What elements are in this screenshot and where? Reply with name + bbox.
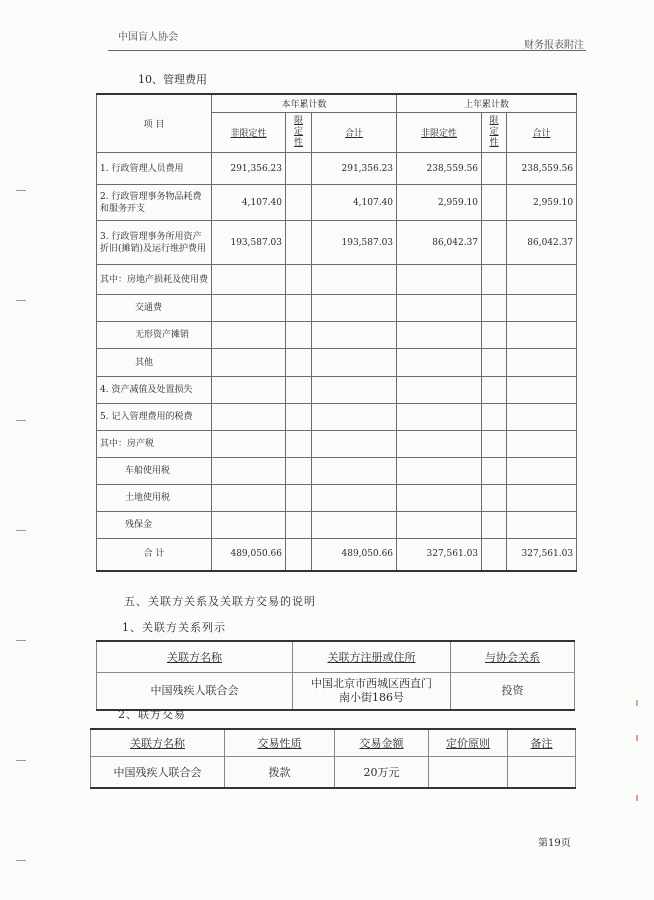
- trade-nature: 拨款: [225, 757, 335, 789]
- trade-amount: 20万元: [335, 757, 429, 789]
- cell-value: [397, 485, 482, 512]
- cell-value: [507, 431, 577, 458]
- table-row: [97, 377, 577, 404]
- cell-value: [286, 539, 312, 571]
- scan-mark: [16, 190, 26, 191]
- table-row: [97, 512, 577, 539]
- cell-value: [312, 265, 397, 295]
- row-label: 其中：房地产损耗及使用费: [97, 265, 212, 295]
- cell-value: [212, 512, 286, 539]
- cell-value: [482, 512, 507, 539]
- cell-value: [482, 322, 507, 349]
- trade-pricing: [429, 757, 508, 789]
- party-name-header: 关联方名称: [97, 641, 293, 673]
- cur-restricted-header: 限定性: [286, 113, 312, 153]
- cell-value: [482, 377, 507, 404]
- table-row: [97, 322, 577, 349]
- cell-value: 489,050.66: [212, 539, 286, 571]
- cell-value: [286, 349, 312, 377]
- cell-value: [397, 458, 482, 485]
- table-row: [97, 295, 577, 322]
- cell-value: [212, 404, 286, 431]
- scan-mark: [16, 640, 26, 641]
- table-row: [97, 404, 577, 431]
- row-label: 3. 行政管理事务所用资产折旧(摊销)及运行维护费用: [97, 221, 212, 265]
- cell-value: [397, 295, 482, 322]
- cell-value: 86,042.37: [507, 221, 577, 265]
- prev-total-header: 合计: [507, 113, 577, 153]
- row-label: 5. 记入管理费用的税费: [97, 404, 212, 431]
- table-row: [91, 757, 576, 789]
- cell-value: [397, 512, 482, 539]
- page-number: 第19页: [538, 838, 571, 849]
- row-label: 其他: [97, 349, 212, 377]
- row-label: 1. 行政管理人员费用: [97, 153, 212, 185]
- cell-value: [212, 322, 286, 349]
- cell-value: [482, 221, 507, 265]
- cell-value: 193,587.03: [312, 221, 397, 265]
- cell-value: 193,587.03: [212, 221, 286, 265]
- cell-value: [286, 377, 312, 404]
- cell-value: [212, 295, 286, 322]
- cell-value: [482, 349, 507, 377]
- cell-value: [312, 322, 397, 349]
- cell-value: [286, 185, 312, 221]
- cell-value: [312, 349, 397, 377]
- cell-value: [286, 431, 312, 458]
- trade-remark: [508, 757, 576, 789]
- trade-nature-header: 交易性质: [225, 729, 335, 757]
- cell-value: [286, 458, 312, 485]
- cell-value: [286, 322, 312, 349]
- party-address-line: 中国北京市西城区西直门: [311, 677, 432, 690]
- header-doc-title: 财务报表附注: [524, 40, 584, 51]
- cell-value: 2,959.10: [507, 185, 577, 221]
- table-header-row: [97, 641, 575, 673]
- admin-expense-table: [96, 93, 577, 572]
- cell-value: [507, 485, 577, 512]
- cell-value: [482, 485, 507, 512]
- cell-value: [312, 404, 397, 431]
- related-party-table: [96, 640, 575, 711]
- cell-value: [482, 404, 507, 431]
- header-org-name: 中国盲人协会: [118, 32, 178, 43]
- scan-mark: [16, 300, 26, 301]
- cell-value: [212, 458, 286, 485]
- party-relation: 投资: [451, 673, 575, 711]
- cell-value: [312, 512, 397, 539]
- cell-value: [482, 185, 507, 221]
- cell-value: 489,050.66: [312, 539, 397, 571]
- section-5-title: 五、关联方关系及关联方交易的说明: [124, 595, 316, 608]
- cell-value: [312, 485, 397, 512]
- cell-value: [312, 377, 397, 404]
- cell-value: [507, 265, 577, 295]
- row-label: 车船使用税: [97, 458, 212, 485]
- cell-value: 291,356.23: [312, 153, 397, 185]
- table-row: [97, 153, 577, 185]
- scan-mark: [16, 420, 26, 421]
- col-previous-header: 上年累计数: [397, 94, 577, 113]
- cell-value: 2,959.10: [397, 185, 482, 221]
- cell-value: [286, 221, 312, 265]
- party-address-header: 关联方注册或住所: [293, 641, 451, 673]
- cur-total-header: 合计: [312, 113, 397, 153]
- row-label: 4. 资产减值及处置损失: [97, 377, 212, 404]
- cell-value: 86,042.37: [397, 221, 482, 265]
- table-row: [97, 265, 577, 295]
- cell-value: [286, 512, 312, 539]
- cell-value: [507, 349, 577, 377]
- cell-value: [482, 458, 507, 485]
- scan-mark: [636, 735, 638, 741]
- cell-value: [397, 431, 482, 458]
- cell-value: [397, 349, 482, 377]
- row-label: 无形资产摊销: [97, 322, 212, 349]
- party-address: [293, 673, 451, 711]
- section-10-title: 10、管理费用: [138, 73, 207, 86]
- cell-value: [482, 153, 507, 185]
- cell-value: [397, 404, 482, 431]
- table-header-row: [91, 729, 576, 757]
- cell-value: 291,356.23: [212, 153, 286, 185]
- cell-value: 238,559.56: [507, 153, 577, 185]
- cell-value: [212, 377, 286, 404]
- cell-value: [212, 431, 286, 458]
- cell-value: [482, 431, 507, 458]
- cell-value: [312, 458, 397, 485]
- scan-mark: [636, 795, 638, 801]
- cell-value: 4,107.40: [212, 185, 286, 221]
- table-row: [97, 458, 577, 485]
- cell-value: [286, 485, 312, 512]
- cell-value: [397, 265, 482, 295]
- row-label: 其中：房产税: [97, 431, 212, 458]
- table-row: [97, 485, 577, 512]
- related-trade-table: [90, 728, 576, 789]
- prev-restricted-header: 限定性: [482, 113, 507, 153]
- related-party-list-title: 1、关联方关系列示: [122, 621, 226, 634]
- trade-party-header: 关联方名称: [91, 729, 225, 757]
- cell-value: [507, 458, 577, 485]
- col-item-header: 项 目: [97, 94, 212, 153]
- cell-value: [507, 377, 577, 404]
- cell-value: [397, 377, 482, 404]
- cell-value: [212, 485, 286, 512]
- party-relation-header: 与协会关系: [451, 641, 575, 673]
- table-total-row: [97, 539, 577, 571]
- prev-unrestricted-header: 非限定性: [397, 113, 482, 153]
- cell-value: [482, 539, 507, 571]
- cell-value: [397, 322, 482, 349]
- cell-value: [482, 295, 507, 322]
- cell-value: [507, 322, 577, 349]
- related-trade-title: 2、联方交易: [118, 708, 186, 721]
- total-label: 合 计: [97, 539, 212, 571]
- cell-value: [312, 295, 397, 322]
- header-divider: [108, 50, 586, 51]
- row-label: 残保金: [97, 512, 212, 539]
- trade-pricing-header: 定价原则: [429, 729, 508, 757]
- trade-remark-header: 备注: [508, 729, 576, 757]
- cell-value: [286, 404, 312, 431]
- scan-mark: [16, 530, 26, 531]
- scan-mark: [16, 860, 26, 861]
- table-row: [97, 431, 577, 458]
- party-name: 中国残疾人联合会: [97, 673, 293, 711]
- cell-value: [212, 265, 286, 295]
- row-label: 交通费: [97, 295, 212, 322]
- row-label: 土地使用税: [97, 485, 212, 512]
- cell-value: [507, 512, 577, 539]
- cell-value: [286, 265, 312, 295]
- table-row: [97, 221, 577, 265]
- scan-mark: [636, 700, 638, 706]
- cell-value: [286, 295, 312, 322]
- table-row: [97, 185, 577, 221]
- cell-value: [312, 431, 397, 458]
- table-row: [97, 673, 575, 711]
- cell-value: 327,561.03: [397, 539, 482, 571]
- trade-party-name: 中国残疾人联合会: [91, 757, 225, 789]
- cell-value: 327,561.03: [507, 539, 577, 571]
- cell-value: [507, 404, 577, 431]
- cell-value: [286, 153, 312, 185]
- row-label: 2. 行政管理事务物品耗费和服务开支: [97, 185, 212, 221]
- cell-value: 238,559.56: [397, 153, 482, 185]
- table-row: [97, 349, 577, 377]
- cur-unrestricted-header: 非限定性: [212, 113, 286, 153]
- scan-mark: [16, 760, 26, 761]
- table-header-row: [97, 94, 577, 113]
- cell-value: 4,107.40: [312, 185, 397, 221]
- cell-value: [482, 265, 507, 295]
- cell-value: [212, 349, 286, 377]
- trade-amount-header: 交易金额: [335, 729, 429, 757]
- party-address-line: 南小街186号: [339, 691, 404, 704]
- cell-value: [507, 295, 577, 322]
- col-current-header: 本年累计数: [212, 94, 397, 113]
